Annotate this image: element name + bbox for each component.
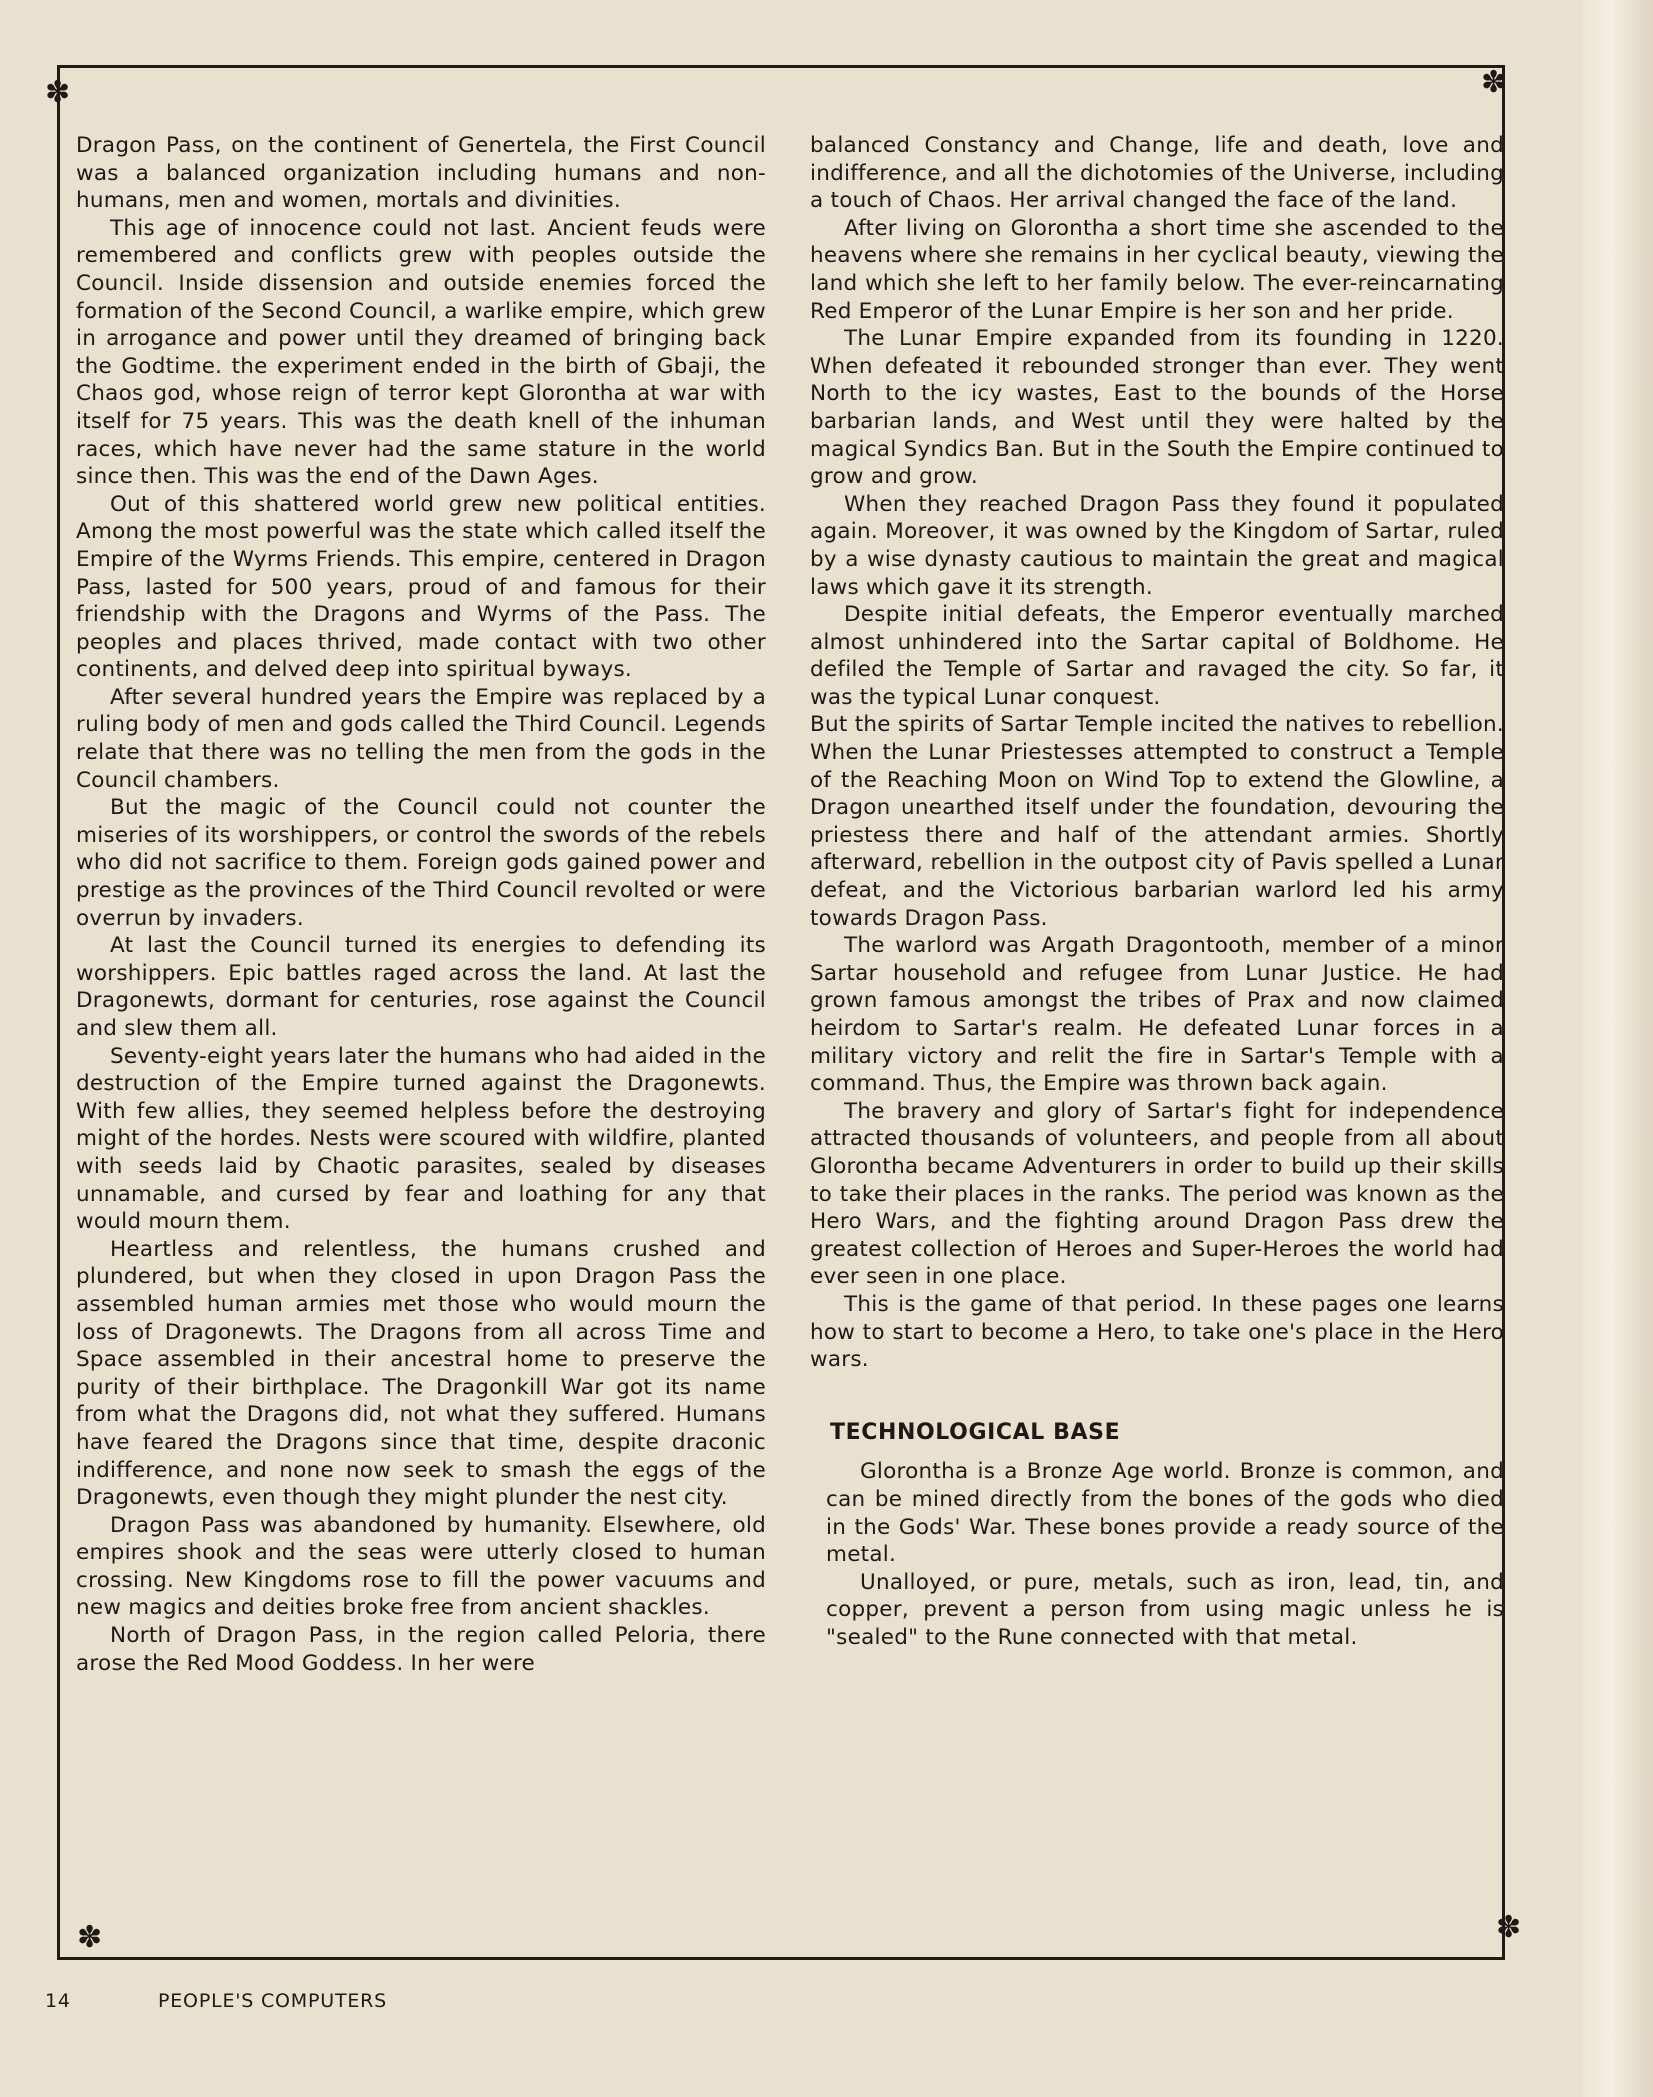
corner-ornament-icon: ✽	[1496, 1910, 1522, 1945]
paragraph: Seventy-eight years later the humans who had aided in the destruction of the Empire turned against the Dragonewts. With few allies, they seemed helpless before the destroying might of the hordes. Nests were scoured with wildfire, planted with seeds laid by Chaotic parasites, sealed by diseases unnamable, and cursed by fear and loathing for any that would mourn them.	[76, 1043, 766, 1235]
paragraph: Glorontha is a Bronze Age world. Bronze is common, and can be mined directly from the bones of the gods who died in the Gods' War. These bones provide a ready source of the metal.	[826, 1459, 1504, 1568]
paragraph: Dragon Pass, on the continent of Genertela, the First Council was a balanced organization including humans and non-humans, men and women, mortals and divinities.	[76, 133, 766, 214]
corner-ornament-icon: ✽	[45, 75, 71, 110]
paragraph: Heartless and relentless, the humans crushed and plundered, but when they closed in upon Dragon Pass the assembled human armies met those who would mourn the loss of Dragonewts. The Dragons from all across Time and Space assembled in their ancestral home to preserve the purity of their birthplace. The Dragonkill War got its name from what the Dragons did, not what they suffered. Humans have feared the Dragons since that time, despite draconic indifference, and none now seek to smash the eggs of the Dragonewts, even though they might plunder the nest city.	[76, 1236, 766, 1511]
paragraph: But the spirits of Sartar Temple incited the natives to rebellion. When the Lunar Priestesses attempted to construct a Temple of the Reaching Moon on Wind Top to extend the Glowline, a Dragon unearthed itself under the foundation, devouring the priestess there and half of the attendant armies. Shortly afterward, rebellion in the outpost city of Pavis spelled a Lunar defeat, and the Victorious barbarian warlord led his army towards Dragon Pass.	[810, 712, 1504, 931]
paragraph: When they reached Dragon Pass they found it populated again. Moreover, it was owned by the Kingdom of Sartar, ruled by a wise dynasty cautious to maintain the great and magical laws which gave it its strength.	[810, 491, 1504, 600]
paragraph: Dragon Pass was abandoned by humanity. Elsewhere, old empires shook and the seas were utterly closed to human crossing. New Kingdoms rose to fill the power vacuums and new magics and deities broke free from ancient shackles.	[76, 1512, 766, 1621]
paragraph: The bravery and glory of Sartar's fight for independence attracted thousands of volunteers, and people from all about Glorontha became Adventurers in order to build up their skills to take their places in the ranks. The period was known as the Hero Wars, and the fighting around Dragon Pass drew the greatest collection of Heroes and Super-Heroes the world had ever seen in one place.	[810, 1098, 1504, 1290]
paragraph: Out of this shattered world grew new political entities. Among the most powerful was the state which called itself the Empire of the Wyrms Friends. This empire, centered in Dragon Pass, lasted for 500 years, proud of and famous for their friendship with the Dragons and Wyrms of the Pass. The peoples and places thrived, made contact with two other continents, and delved deep into spiritual byways.	[76, 491, 766, 683]
paragraph: This age of innocence could not last. Ancient feuds were remembered and conflicts grew with peoples outside the Council. Inside dissension and outside enemies forced the formation of the Second Council, a warlike empire, which grew in arrogance and power until they dreamed of bringing back the Godtime. the experiment ended in the birth of Gbaji, the Chaos god, whose reign of terror kept Glorontha at war with itself for 75 years. This was the death knell of the inhuman races, which have never had the same stature in the world since then. This was the end of the Dawn Ages.	[76, 215, 766, 490]
page-number: 14	[45, 1990, 71, 2012]
paragraph: At last the Council turned its energies to defending its worshippers. Epic battles raged across the land. At last the Dragonewts, dormant for centuries, rose against the Council and slew them all.	[76, 933, 766, 1041]
paragraph: After living on Glorontha a short time she ascended to the heavens where she remains in her cyclical beauty, viewing the land which she left to her family below. The ever-reincarnating Red Emperor of the Lunar Empire is her son and her pride.	[810, 215, 1504, 324]
page-edge	[1583, 0, 1653, 2097]
section-body	[810, 1458, 1504, 1651]
paragraph: But the magic of the Council could not counter the miseries of its worshippers, or control the swords of the rebels who did not sacrifice to them. Foreign gods gained power and prestige as the provinces of the Third Council revolted or were overrun by invaders.	[76, 795, 766, 931]
paragraph: This is the game of that period. In these pages one learns how to start to become a Hero, to take one's place in the Hero wars.	[810, 1291, 1504, 1373]
paragraph: After several hundred years the Empire was replaced by a ruling body of men and gods called the Third Council. Legends relate that there was no telling the men from the gods in the Council chambers.	[76, 684, 766, 793]
page-footer	[45, 1990, 387, 2012]
paragraph: balanced Constancy and Change, life and death, love and indifference, and all the dichotomies of the Universe, including a touch of Chaos. Her arrival changed the face of the land.	[810, 133, 1504, 214]
paragraph: Unalloyed, or pure, metals, such as iron, lead, tin, and copper, prevent a person from using magic unless he is "sealed" to the Rune connected with that metal.	[826, 1569, 1504, 1650]
paragraph: The warlord was Argath Dragontooth, member of a minor Sartar household and refugee from Lunar Justice. He had grown famous amongst the tribes of Prax and now claimed heirdom to Sartar's realm. He defeated Lunar forces in a military victory and relit the fire in Sartar's Temple with a command. Thus, the Empire was thrown back again.	[810, 933, 1504, 1097]
corner-ornament-icon: ✽	[77, 1920, 103, 1955]
paragraph: North of Dragon Pass, in the region called Peloria, there arose the Red Mood Goddess. In her were	[76, 1623, 766, 1676]
left-column	[76, 132, 766, 1677]
corner-ornament-icon: ✽	[1481, 65, 1507, 100]
paragraph: The Lunar Empire expanded from its founding in 1220. When defeated it rebounded stronger than ever. They went North to the icy wastes, East to the bounds of the Horse barbarian lands, and West until they were halted by the magical Syndics Ban. But in the South the Empire continued to grow and grow.	[810, 326, 1504, 490]
right-column	[810, 132, 1504, 1651]
section-heading: TECHNOLOGICAL BASE	[830, 1419, 1121, 1445]
publication-name: PEOPLE'S COMPUTERS	[158, 1990, 388, 2012]
paragraph: Despite initial defeats, the Emperor eventually marched almost unhindered into the Sartar capital of Boldhome. He defiled the Temple of Sartar and ravaged the city. So far, it was the typical Lunar conquest.	[810, 602, 1504, 710]
